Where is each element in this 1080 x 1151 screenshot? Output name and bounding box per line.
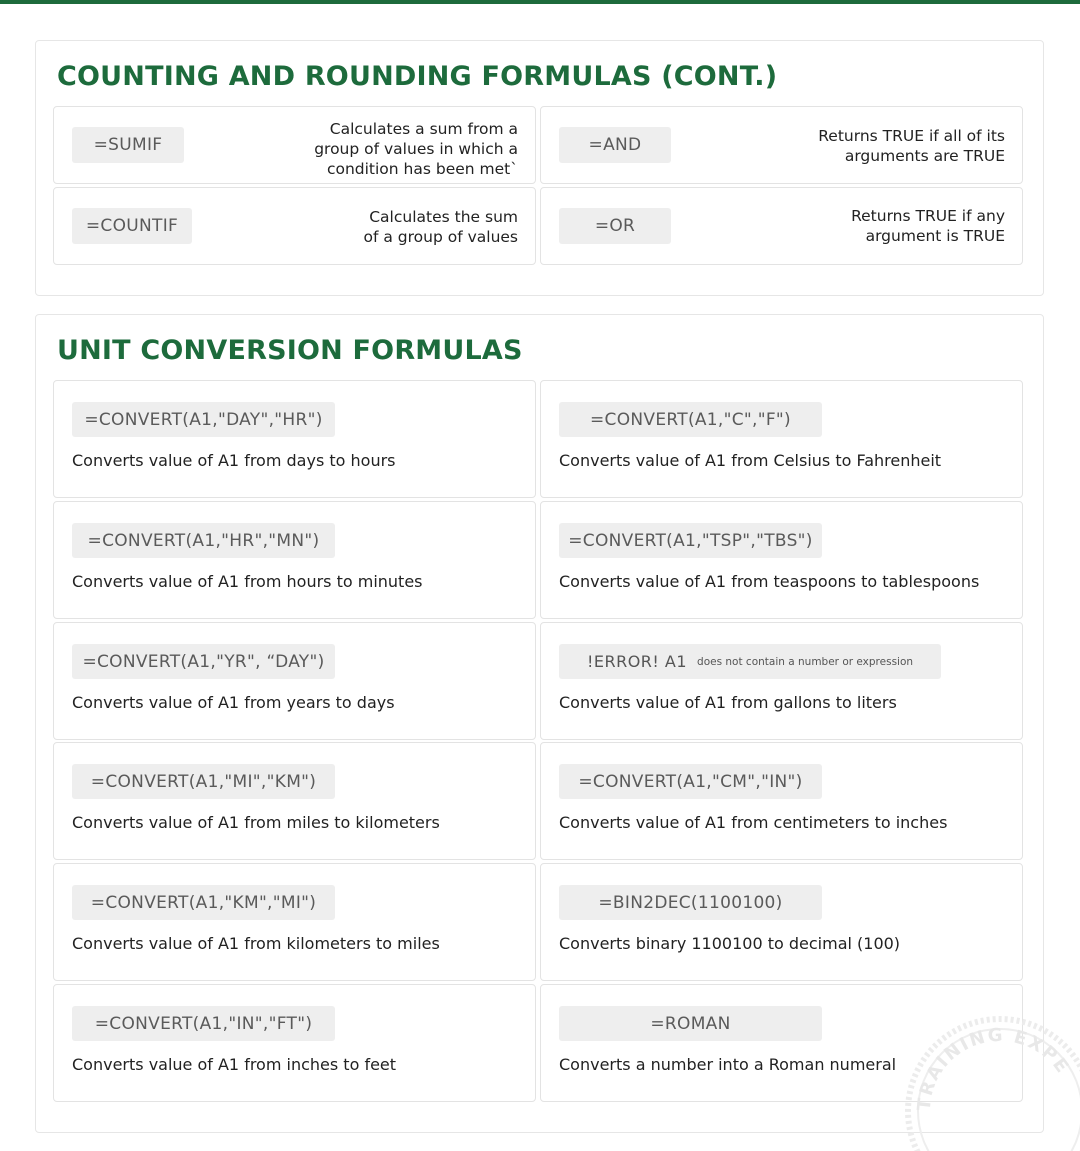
formula-description: Converts value of A1 from teaspoons to tablespoons — [559, 572, 980, 591]
formula-pill: =CONVERT(A1,"MI","KM") — [72, 764, 335, 799]
formula-description — [745, 196, 1005, 256]
counting-rounding-panel — [35, 40, 1044, 296]
formula-card — [540, 380, 1023, 498]
formula-pill: =CONVERT(A1,"YR", “DAY") — [72, 644, 335, 679]
formula-description — [258, 119, 518, 179]
description-line: arguments are TRUE — [844, 147, 1005, 165]
formula-pill: =SUMIF — [72, 127, 184, 163]
formula-card — [53, 501, 536, 619]
formula-card-or — [540, 187, 1023, 265]
section-title: COUNTING AND ROUNDING FORMULAS (CONT.) — [57, 61, 778, 92]
description-line: of a group of values — [363, 228, 518, 246]
formula-pill: =CONVERT(A1,"TSP","TBS") — [559, 523, 822, 558]
description-line: condition has been met` — [326, 160, 518, 178]
top-accent-bar — [0, 0, 1080, 4]
formula-description: Converts a number into a Roman numeral — [559, 1055, 897, 1074]
formula-card — [53, 742, 536, 860]
error-text: !ERROR! A1 — [586, 652, 688, 671]
formula-pill: =AND — [559, 127, 671, 163]
formula-description: Converts value of A1 from hours to minutes — [72, 572, 423, 591]
formula-pill: =BIN2DEC(1100100) — [559, 885, 822, 920]
formula-description: Converts value of A1 from Celsius to Fahrenheit — [559, 451, 942, 470]
formula-pill: =ROMAN — [559, 1006, 822, 1041]
description-line: Returns TRUE if any — [851, 207, 1005, 225]
formula-card — [53, 984, 536, 1102]
formula-pill: =CONVERT(A1,"IN","FT") — [72, 1006, 335, 1041]
formula-description: Converts value of A1 from years to days — [72, 693, 395, 712]
formula-card — [53, 622, 536, 740]
formula-card — [540, 622, 1023, 740]
formula-pill: =COUNTIF — [72, 208, 192, 244]
description-line: group of values in which a — [314, 140, 518, 158]
formula-description: Converts value of A1 from gallons to liters — [559, 693, 897, 712]
description-line: Calculates the sum — [369, 208, 518, 226]
formula-card — [540, 863, 1023, 981]
formula-card — [540, 501, 1023, 619]
formula-card — [53, 380, 536, 498]
formula-pill: =CONVERT(A1,"KM","MI") — [72, 885, 335, 920]
formula-pill: =CONVERT(A1,"C","F") — [559, 402, 822, 437]
formula-description: Converts value of A1 from inches to feet — [72, 1055, 397, 1074]
section-title: UNIT CONVERSION FORMULAS — [57, 335, 523, 366]
formula-description: Converts value of A1 from kilometers to miles — [72, 934, 440, 953]
formula-error-pill — [559, 644, 941, 679]
formula-description: Converts binary 1100100 to decimal (100) — [559, 934, 901, 953]
formula-card-and — [540, 106, 1023, 184]
formula-description: Converts value of A1 from days to hours — [72, 451, 396, 470]
formula-card — [53, 863, 536, 981]
formula-card — [540, 742, 1023, 860]
description-line: Returns TRUE if all of its — [818, 127, 1005, 145]
description-line: argument is TRUE — [865, 227, 1005, 245]
watermark-seal-icon — [900, 1011, 1080, 1151]
formula-card-sumif — [53, 106, 536, 184]
formula-description: Converts value of A1 from centimeters to inches — [559, 813, 948, 832]
formula-description — [745, 116, 1005, 176]
formula-pill: =CONVERT(A1,"DAY","HR") — [72, 402, 335, 437]
formula-description: Converts value of A1 from miles to kilometers — [72, 813, 440, 832]
error-note: does not contain a number or expression — [697, 655, 914, 668]
formula-card-countif — [53, 187, 536, 265]
svg-text:TRAINING EXPE — [914, 1025, 1074, 1112]
formula-pill: =OR — [559, 208, 671, 244]
unit-conversion-panel — [35, 314, 1044, 1133]
formula-pill: =CONVERT(A1,"CM","IN") — [559, 764, 822, 799]
watermark-text: TRAINING EXPE — [913, 1024, 1074, 1112]
formula-description — [258, 197, 518, 257]
description-line: Calculates a sum from a — [329, 120, 518, 138]
formula-pill: =CONVERT(A1,"HR","MN") — [72, 523, 335, 558]
